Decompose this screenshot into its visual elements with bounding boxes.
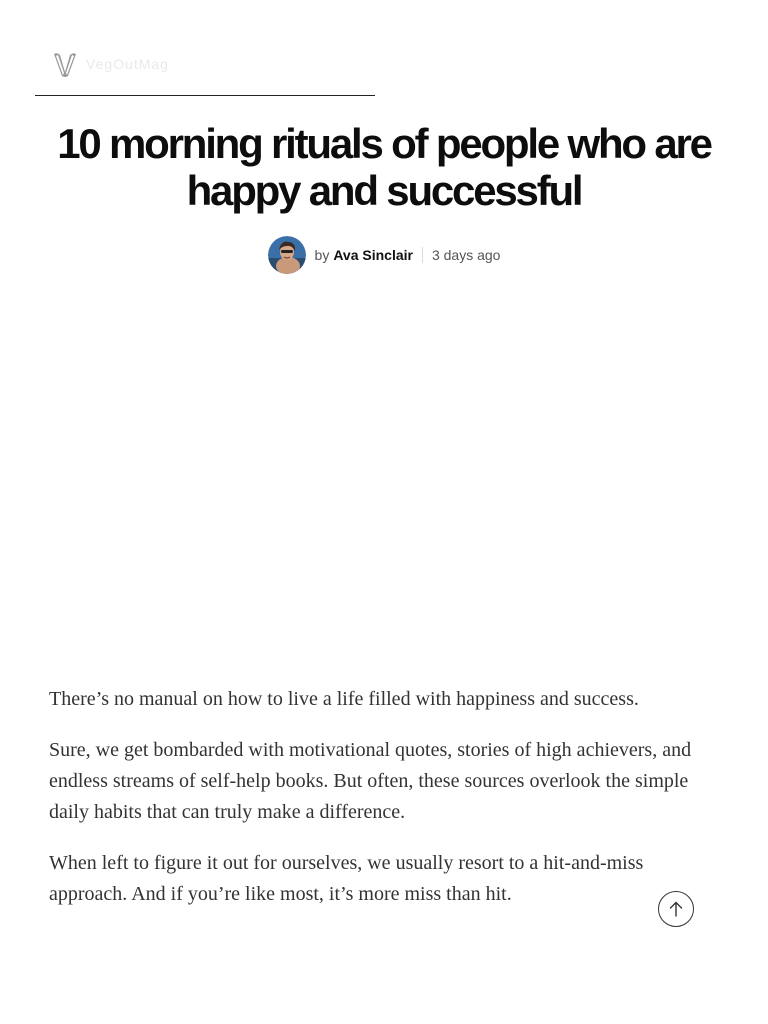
back-to-top-button[interactable]	[658, 891, 694, 927]
arrow-up-icon	[667, 900, 685, 918]
site-logo-link[interactable]	[52, 50, 169, 78]
author-link[interactable]: Ava Sinclair	[333, 247, 413, 263]
article-paragraph: Sure, we get bombarded with motivational quotes, stories of high achievers, and endless streams of self-help books. But often, these sources overlook the simple daily habits that can truly make a difference.	[49, 739, 692, 823]
article-byline	[0, 236, 768, 274]
article-paragraph: When left to figure it out for ourselves, we usually resort to a hit-and-miss approach. And if you’re like most, it’s more miss than hit.	[49, 852, 644, 905]
author-avatar[interactable]	[268, 236, 306, 274]
article-title: 10 morning rituals of people who are happy and successful	[57, 120, 711, 214]
article-paragraph: There’s no manual on how to live a life filled with happiness and success.	[49, 688, 639, 710]
byline-divider	[422, 247, 423, 263]
v-logo-icon	[52, 50, 78, 78]
article-body	[49, 684, 721, 930]
publish-date: 3 days ago	[431, 247, 501, 263]
hero-image-placeholder	[49, 300, 719, 660]
site-logo-text: VegOutMag	[86, 56, 169, 72]
byline-by: by	[314, 247, 330, 263]
site-header	[35, 40, 375, 96]
